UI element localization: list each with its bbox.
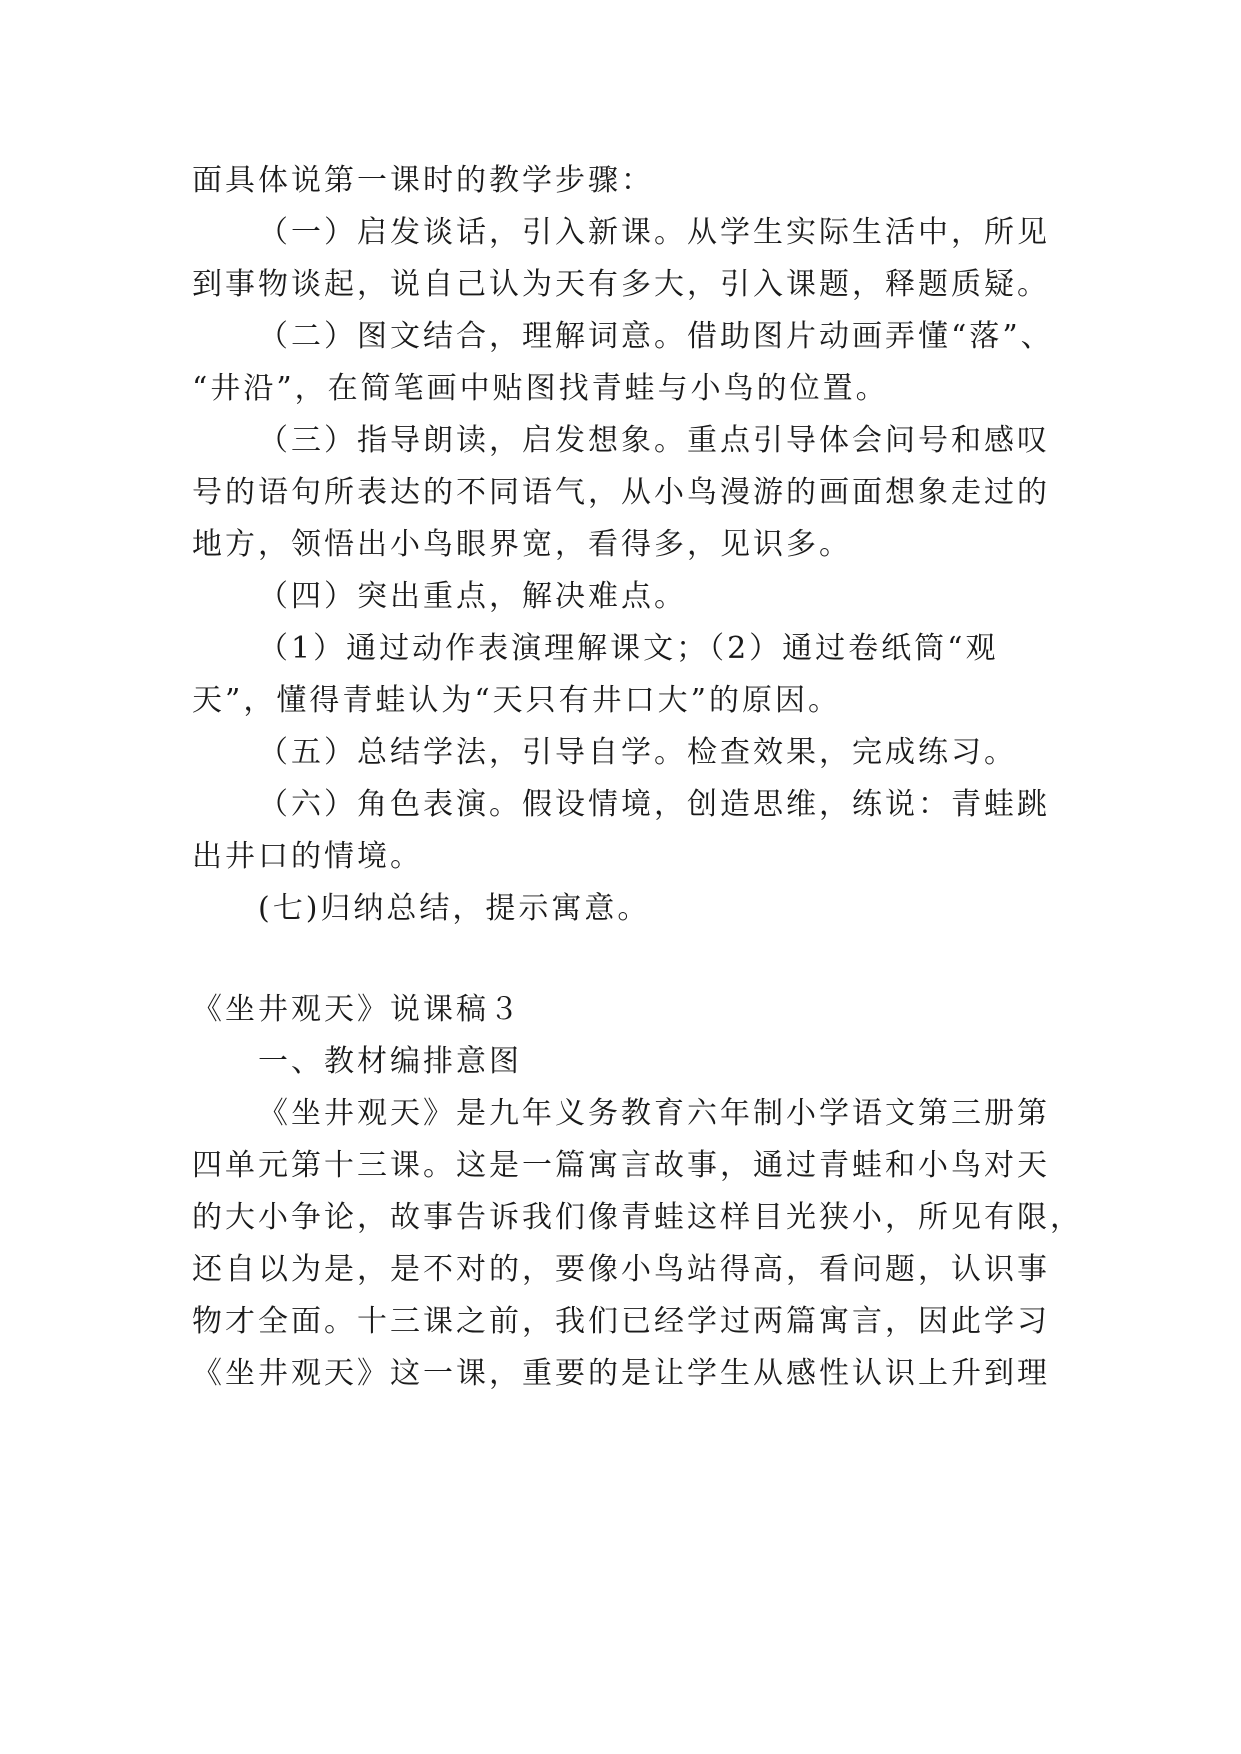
text-line: （二）图文结合，理解词意。借助图片动画弄懂“落”、 xyxy=(258,319,1054,354)
text-line: 面具体说第一课时的教学步骤： xyxy=(192,163,654,198)
text-line: 号的语句所表达的不同语气，从小鸟漫游的画面想象走过的 xyxy=(192,475,1050,510)
text-line: （一）启发谈话，引入新课。从学生实际生活中，所见 xyxy=(258,215,1050,250)
text-line: 《坐井观天》是九年义务教育六年制小学语文第三册第 xyxy=(258,1096,1050,1131)
text-line: （六）角色表演。假设情境，创造思维，练说：青蛙跳 xyxy=(258,787,1050,822)
text-line: (七)归纳总结，提示寓意。 xyxy=(258,891,651,926)
text-line: 《坐井观天》这一课，重要的是让学生从感性认识上升到理 xyxy=(192,1356,1050,1391)
text-line: 到事物谈起，说自己认为天有多大，引入课题，释题质疑。 xyxy=(192,267,1050,302)
text-line: 地方，领悟出小鸟眼界宽，看得多，见识多。 xyxy=(192,527,852,562)
text-line: 出井口的情境。 xyxy=(192,839,423,874)
text-line: 四单元第十三课。这是一篇寓言故事，通过青蛙和小鸟对天 xyxy=(192,1148,1050,1183)
text-line: （四）突出重点，解决难点。 xyxy=(258,579,687,614)
text-line: 的大小争论，故事告诉我们像青蛙这样目光狭小，所见有限， xyxy=(192,1200,1083,1235)
section-subtitle: 一、教材编排意图 xyxy=(258,1044,522,1079)
text-line: （三）指导朗读，启发想象。重点引导体会问号和感叹 xyxy=(258,423,1050,458)
section-title: 《坐井观天》说课稿３ xyxy=(192,992,522,1027)
text-line: 物才全面。十三课之前，我们已经学过两篇寓言，因此学习 xyxy=(192,1304,1050,1339)
text-line: （五）总结学法，引导自学。检查效果，完成练习。 xyxy=(258,735,1017,770)
text-line: （1）通过动作表演理解课文；（2）通过卷纸筒“观 xyxy=(258,631,999,666)
text-line: 还自以为是，是不对的，要像小鸟站得高，看问题，认识事 xyxy=(192,1252,1050,1287)
text-line: 天”，懂得青蛙认为“天只有井口大”的原因。 xyxy=(192,683,842,718)
text-line: “井沿”，在简笔画中贴图找青蛙与小鸟的位置。 xyxy=(192,371,889,406)
